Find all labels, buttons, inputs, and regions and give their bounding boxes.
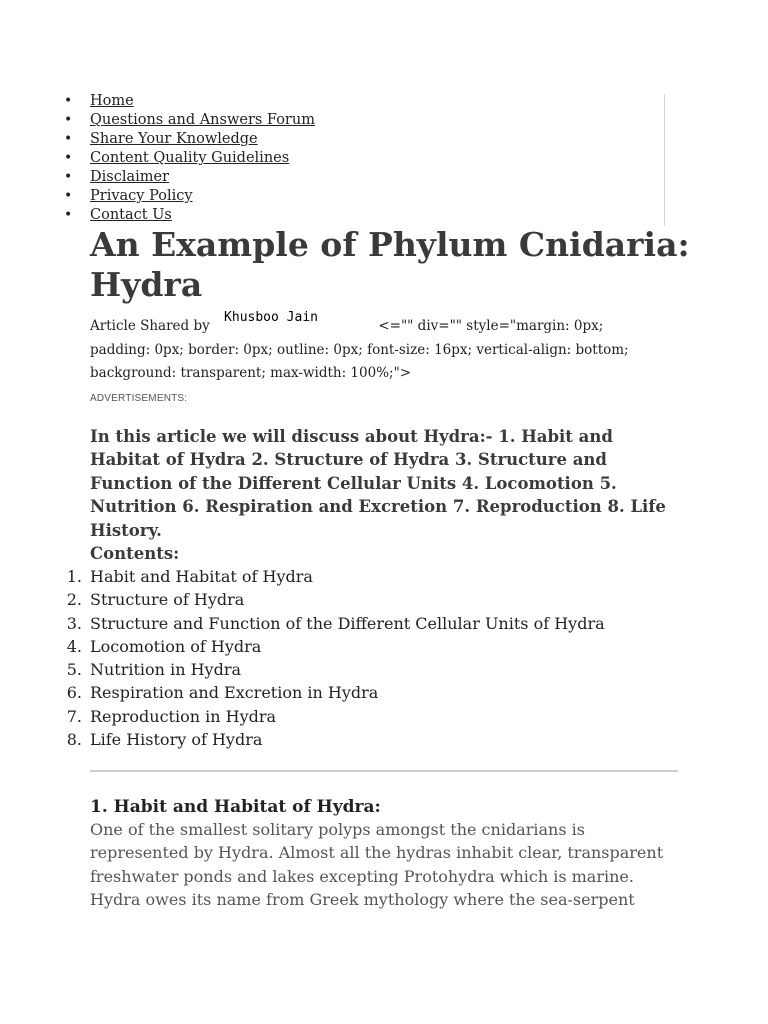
toc-number: 2.	[66, 590, 82, 610]
toc-number: 4.	[66, 636, 82, 656]
toc-label[interactable]: Locomotion of Hydra	[90, 636, 262, 656]
bullet-icon: •	[64, 93, 73, 109]
nav-link-home[interactable]: Home	[90, 93, 134, 109]
toc-number: 8.	[66, 730, 82, 750]
toc-label[interactable]: Habit and Habitat of Hydra	[90, 567, 313, 586]
toc-number: 5.	[66, 660, 82, 680]
advertisements-label: ADVERTISEMENTS:	[90, 393, 188, 404]
stray-markup-text: <="" div="" style="margin: 0px; padding: 0px; border: 0px; outline: 0px; font-size: 16px; vertical-align: bottom; background: transparent; max-width: 100%;">	[90, 318, 629, 381]
toc-label[interactable]: Reproduction in Hydra	[90, 706, 277, 726]
article-intro: In this article we will discuss about Hydra:- 1. Habit and Habitat of Hydra 2. Structure of Hydra 3. Structure and Function of the Different Cellular Units 4. Locomotion 5. Nutrition 6. Respiration and Excretion 7. Reproduction 8. Life History.	[90, 427, 666, 540]
sidebar-divider	[664, 94, 665, 226]
bullet-icon: •	[64, 112, 73, 128]
bullet-icon: •	[64, 169, 73, 185]
section-heading-habit: 1. Habit and Habitat of Hydra:	[90, 797, 381, 817]
nav-link-forum[interactable]: Questions and Answers Forum	[90, 112, 315, 128]
nav-link-contact[interactable]: Contact Us	[90, 207, 172, 223]
nav-link-guidelines[interactable]: Content Quality Guidelines	[90, 150, 290, 166]
toc-label[interactable]: Life History of Hydra	[90, 730, 263, 750]
nav-link-disclaimer[interactable]: Disclaimer	[90, 169, 170, 185]
toc-number: 1.	[66, 567, 82, 586]
article-title: An Example of Phylum Cnidaria: Hydra	[90, 225, 690, 304]
bullet-icon: •	[64, 150, 73, 166]
contents-heading: Contents:	[90, 544, 180, 563]
toc-label[interactable]: Structure of Hydra	[90, 590, 245, 610]
toc-number: 6.	[66, 683, 82, 703]
bullet-icon: •	[64, 188, 73, 204]
toc-label[interactable]: Nutrition in Hydra	[90, 660, 241, 680]
bullet-icon: •	[64, 131, 73, 147]
shared-by-label: Article Shared by	[90, 318, 210, 334]
section-divider	[90, 770, 678, 772]
bullet-icon: •	[64, 207, 73, 223]
nav-link-share-knowledge[interactable]: Share Your Knowledge	[90, 131, 258, 147]
toc-number: 7.	[66, 706, 82, 726]
toc-label[interactable]: Structure and Function of the Different Cellular Units of Hydra	[90, 613, 605, 633]
author-name[interactable]: Khusboo Jain	[224, 310, 318, 325]
nav-link-privacy[interactable]: Privacy Policy	[90, 188, 193, 204]
section-body-habit: One of the smallest solitary polyps amongst the cnidarians is represented by Hydra. Almost all the hydras inhabit clear, transparent freshwater ponds and lakes excepting Protohydra which is marine. Hydra owes its name from Greek mythology where the sea-serpent	[90, 820, 664, 909]
toc-label[interactable]: Respiration and Excretion in Hydra	[90, 683, 379, 703]
toc-number: 3.	[66, 613, 82, 633]
article-byline	[90, 310, 660, 386]
